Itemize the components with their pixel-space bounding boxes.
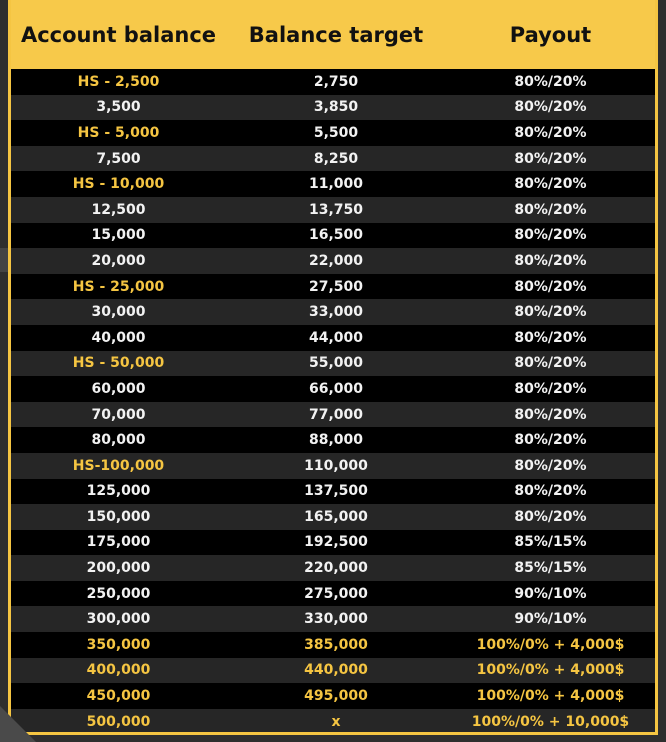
cell-payout: 100%/0% + 4,000$: [476, 688, 625, 705]
cell-balance-target: 3,850: [313, 99, 359, 116]
cell-payout: 80%/20%: [514, 406, 587, 423]
corner-decoration: [0, 706, 36, 742]
table-row: [11, 683, 655, 709]
table-row: [11, 95, 655, 121]
table-row: [11, 632, 655, 658]
cell-account-balance: 450,000: [86, 688, 151, 705]
table-body: [11, 69, 655, 734]
cell-balance-target: 11,000: [308, 176, 364, 193]
cell-payout: 80%/20%: [514, 432, 587, 449]
cell-balance-target: 385,000: [304, 636, 368, 653]
cell-account-balance: 350,000: [86, 636, 151, 653]
cell-payout: 80%/20%: [514, 227, 587, 244]
cell-payout: 80%/20%: [514, 73, 587, 90]
table-row: [11, 479, 655, 505]
table-row: [11, 248, 655, 274]
cell-account-balance: 30,000: [91, 304, 146, 321]
table-row: [11, 555, 655, 581]
table-row: [11, 427, 655, 453]
cell-account-balance: 175,000: [86, 534, 151, 551]
cell-payout: 85%/15%: [514, 560, 587, 577]
cell-balance-target: 440,000: [304, 662, 368, 679]
cell-payout: 80%/20%: [514, 329, 587, 346]
cell-payout: 80%/20%: [514, 176, 587, 193]
table-row: [11, 351, 655, 377]
cell-payout: 85%/15%: [514, 534, 587, 551]
table-row: [11, 581, 655, 607]
cell-payout: 80%/20%: [514, 201, 587, 218]
cell-payout: 80%/20%: [514, 380, 587, 397]
cell-balance-target: 330,000: [304, 611, 368, 628]
cell-account-balance: 15,000: [91, 227, 146, 244]
cell-balance-target: x: [331, 713, 341, 730]
cell-account-balance: 200,000: [86, 560, 151, 577]
cell-balance-target: 5,500: [313, 124, 359, 141]
cell-balance-target: 22,000: [308, 252, 364, 269]
cell-payout: 100%/0% + 4,000$: [476, 662, 625, 679]
cell-account-balance: HS-100,000: [72, 457, 165, 474]
cell-balance-target: 27,500: [308, 278, 364, 295]
cell-account-balance: 20,000: [91, 252, 146, 269]
cell-balance-target: 33,000: [308, 304, 364, 321]
cell-account-balance: 60,000: [91, 380, 146, 397]
cell-balance-target: 66,000: [308, 380, 364, 397]
cell-balance-target: 192,500: [304, 534, 368, 551]
cell-payout: 80%/20%: [514, 304, 587, 321]
cell-account-balance: HS - 50,000: [72, 355, 165, 372]
cell-balance-target: 275,000: [304, 585, 368, 602]
table-header: [11, 0, 655, 69]
cell-account-balance: 12,500: [91, 201, 146, 218]
cell-balance-target: 220,000: [304, 560, 368, 577]
table-row: [11, 69, 655, 95]
cell-account-balance: HS - 25,000: [72, 278, 165, 295]
cell-account-balance: HS - 5,000: [77, 124, 160, 141]
header-balance-target: Balance target: [248, 22, 424, 47]
cell-account-balance: 80,000: [91, 432, 146, 449]
table-row: [11, 299, 655, 325]
table-row: [11, 606, 655, 632]
table-row: [11, 402, 655, 428]
cell-account-balance: 40,000: [91, 329, 146, 346]
cell-balance-target: 165,000: [304, 508, 368, 525]
cell-balance-target: 495,000: [304, 688, 368, 705]
cell-payout: 90%/10%: [514, 611, 587, 628]
table-row: [11, 530, 655, 556]
cell-payout: 80%/20%: [514, 483, 587, 500]
cell-balance-target: 137,500: [304, 483, 368, 500]
cell-payout: 90%/10%: [514, 585, 587, 602]
cell-balance-target: 16,500: [308, 227, 364, 244]
cell-balance-target: 88,000: [308, 432, 364, 449]
table-row: [11, 171, 655, 197]
table-row: [11, 274, 655, 300]
cell-payout: 80%/20%: [514, 99, 587, 116]
cell-account-balance: 250,000: [86, 585, 151, 602]
cell-account-balance: 500,000: [86, 713, 151, 730]
table-row: [11, 453, 655, 479]
cell-account-balance: 7,500: [96, 150, 141, 167]
header-account-balance: Account balance: [20, 22, 217, 47]
cell-balance-target: 8,250: [313, 150, 359, 167]
table-row: [11, 504, 655, 530]
cell-payout: 80%/20%: [514, 508, 587, 525]
cell-payout: 80%/20%: [514, 278, 587, 295]
cell-account-balance: 300,000: [86, 611, 151, 628]
cell-payout: 80%/20%: [514, 457, 587, 474]
table-row: [11, 146, 655, 172]
cell-balance-target: 44,000: [308, 329, 364, 346]
table-row: [11, 325, 655, 351]
cell-balance-target: 55,000: [308, 355, 364, 372]
cell-balance-target: 13,750: [308, 201, 364, 218]
cell-payout: 80%/20%: [514, 252, 587, 269]
cell-account-balance: HS - 10,000: [72, 176, 165, 193]
cell-payout: 100%/0% + 4,000$: [476, 636, 625, 653]
cell-account-balance: 3,500: [96, 99, 141, 116]
cell-balance-target: 77,000: [308, 406, 364, 423]
cell-account-balance: HS - 2,500: [77, 73, 160, 90]
cell-payout: 80%/20%: [514, 355, 587, 372]
table-row: [11, 120, 655, 146]
cell-payout: 80%/20%: [514, 150, 587, 167]
cell-payout: 100%/0% + 10,000$: [471, 713, 630, 730]
cell-payout: 80%/20%: [514, 124, 587, 141]
left-edge-tab: [0, 248, 8, 272]
table-row: [11, 223, 655, 249]
cell-account-balance: 150,000: [86, 508, 151, 525]
header-payout: Payout: [509, 22, 592, 47]
cell-account-balance: 400,000: [86, 662, 151, 679]
cell-account-balance: 70,000: [91, 406, 146, 423]
cell-account-balance: 125,000: [86, 483, 151, 500]
table-row: [11, 709, 655, 735]
table-row: [11, 197, 655, 223]
table-row: [11, 376, 655, 402]
cell-balance-target: 2,750: [313, 73, 359, 90]
payout-table: [8, 0, 658, 735]
table-row: [11, 658, 655, 684]
cell-balance-target: 110,000: [304, 457, 368, 474]
